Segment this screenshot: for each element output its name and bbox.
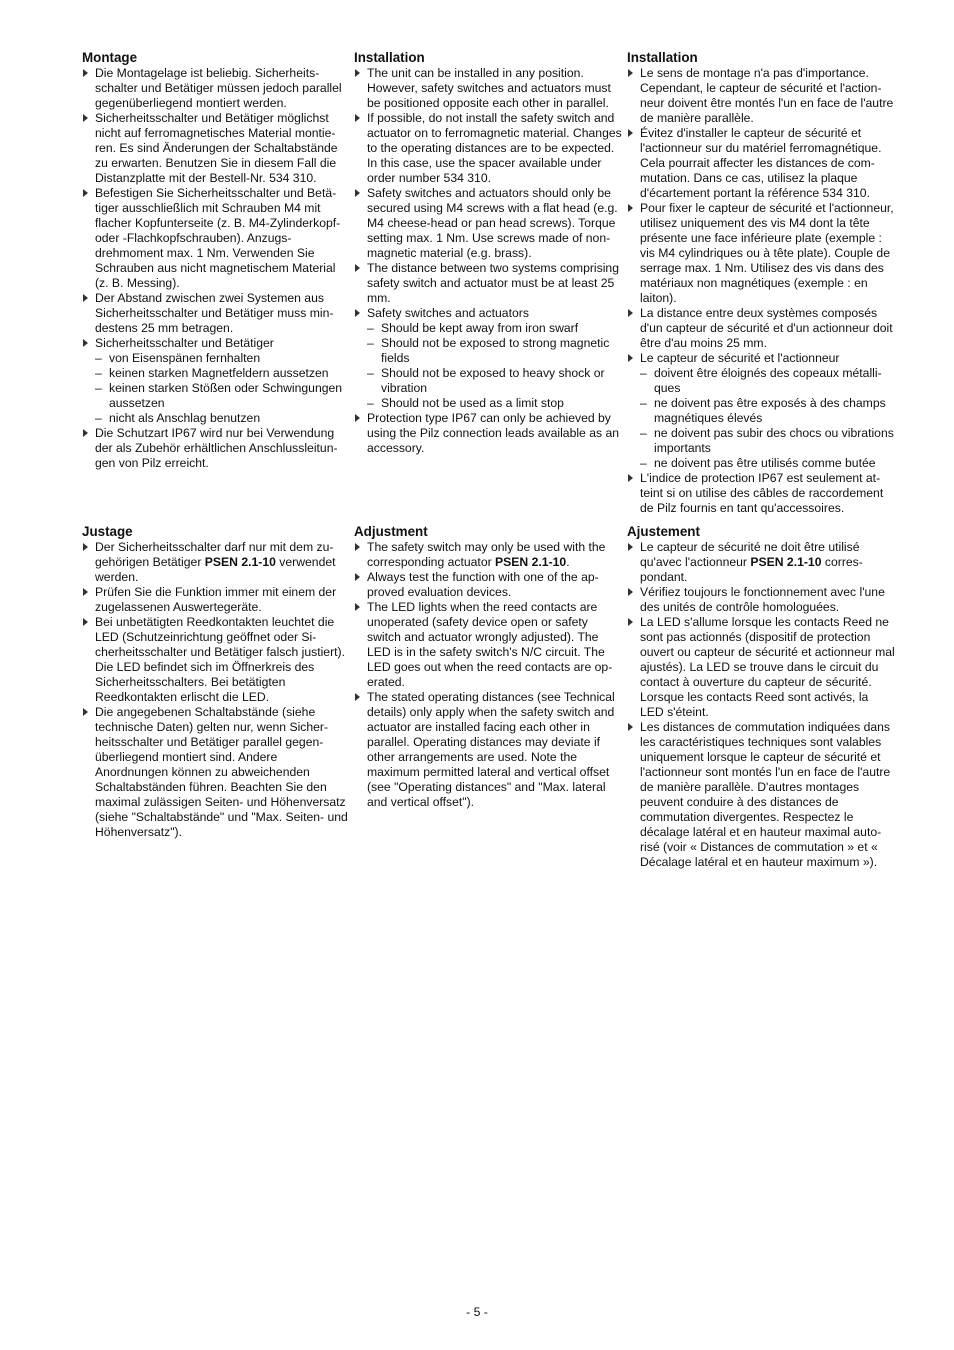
sub-list-item: – Should not be used as a limit stop — [367, 396, 564, 410]
list-item-text: Der Sicherheitsschalter darf nur mit dem zugehörigen Betätiger PSEN 2.1-10 verwendet werden. — [95, 540, 336, 584]
section-heading: Ajustement — [627, 524, 700, 539]
list-item — [82, 186, 350, 291]
list-item — [82, 426, 350, 471]
list-item-text: The unit can be installed in any position. However, safety switches and actuators must be positioned opposite each other in parallel. — [367, 66, 611, 110]
list-item-text: The LED lights when the reed contacts are unoperated (safety device open or safety switch and actuator wrongly adjusted). The LED is in the safety switch's N/C circuit. The LED goes out when the reed contacts are operated. — [367, 600, 613, 689]
bullet-triangle-icon — [628, 618, 633, 626]
list-item — [82, 585, 350, 615]
section-heading: Montage — [82, 50, 138, 65]
bullet-triangle-icon — [355, 603, 360, 611]
list-item-text: Pour fixer le capteur de sécurité et l'actionneur, utilisez uniquement des vis M4 dont la tête présente une face inférieure plate (exemple : vis M4 cylindriques ou à tête plate). Couple de serrage max. 1 Nm. Utilisez des vis dans des matériaux non magnétiques (exemple : en laiton). — [640, 201, 894, 305]
list-item — [354, 600, 622, 690]
section-installation-fr — [627, 50, 895, 516]
list-item-text: Die angegebenen Schaltabstände (siehe technische Daten) gelten nur, wenn Sicherheitsschalter und Betätiger parallel gegenüberliegend montiert sind. Andere Anordnungen können zu abweichenden Schaltabständen führen. Beachten Sie den maximal zulässigen Seiten- und Höhenversatz (siehe "Schaltabstände" und "Max. Seiten- und Höhenversatz"). — [95, 705, 348, 839]
list-item — [627, 126, 895, 201]
list-item — [354, 306, 622, 411]
list-item-text: Der Abstand zwischen zwei Systemen aus Sicherheitsschalter und Betätiger muss mindestens 25 mm betragen. — [95, 291, 334, 335]
bullet-triangle-icon — [628, 543, 633, 551]
list-item-text: Les distances de commutation indiquées dans les caractéristiques techniques sont valables uniquement lorsque le capteur de sécurité et l'actionneur sont montés l'un en face de l'autre de manière parallèle. D'autres montages peuvent conduire à des distances de commutation divergentes. Respectez le décalage latéral et en hauteur maximal autorisé (voir « Distances de commutation » et « Décalage latéral et en hauteur maximum »). — [640, 720, 891, 869]
list-item — [627, 66, 895, 126]
list-item-text: The safety switch may only be used with the corresponding actuator PSEN 2.1-10. — [367, 540, 606, 569]
list-item-text: Sicherheitsschalter und Betätiger — [95, 336, 274, 350]
bullet-triangle-icon — [83, 618, 88, 626]
list-item — [627, 540, 895, 585]
bullet-triangle-icon — [628, 309, 633, 317]
list-item — [354, 111, 622, 186]
product-name: PSEN 2.1-10 — [750, 555, 822, 569]
list-item — [627, 201, 895, 306]
list-item — [627, 585, 895, 615]
bullet-triangle-icon — [355, 114, 360, 122]
list-item-text: Always test the function with one of the approved evaluation devices. — [367, 570, 599, 599]
sub-list-item: – doivent être éloignés des copeaux métalliques — [640, 366, 882, 395]
list-item-text: La LED s'allume lorsque les contacts Reed ne sont pas actionnés (dispositif de protection ouvert ou capteur de sécurité et actionneur mal ajustés). La LED se trouve dans le circuit du contact à ouverture du capteur de sécurité. Lorsque les contacts Reed sont activés, la LED s'éteint. — [640, 615, 895, 719]
bullet-triangle-icon — [83, 189, 88, 197]
bullet-triangle-icon — [83, 69, 88, 77]
sub-list-item: – nicht als Anschlag benutzen — [95, 411, 261, 425]
list-item-text: L'indice de protection IP67 est seulement atteint si on utilise des câbles de raccordement de Pilz fournis en tant qu'accessoires. — [640, 471, 884, 515]
list-item-text: Le capteur de sécurité et l'actionneur — [640, 351, 840, 365]
dash-bullet: – — [95, 411, 102, 425]
list-item-text: Évitez d'installer le capteur de sécurité et l'actionneur sur du matériel ferromagnétique. Cela pourrait affecter les distances de commutation. Dans ce cas, utilisez la plaque d'écartement portant la référence 534 310. — [640, 126, 882, 200]
section-heading: Adjustment — [354, 524, 428, 539]
bullet-triangle-icon — [628, 474, 633, 482]
bullet-triangle-icon — [355, 69, 360, 77]
bullet-triangle-icon — [355, 543, 360, 551]
list-item — [82, 291, 350, 336]
bullet-triangle-icon — [355, 189, 360, 197]
bullet-list — [354, 540, 622, 810]
list-item — [627, 351, 895, 471]
dash-bullet: – — [640, 366, 647, 380]
bullet-triangle-icon — [355, 414, 360, 422]
sub-list-item: – Should not be exposed to strong magnetic fields — [367, 336, 610, 365]
dash-bullet: – — [367, 321, 374, 335]
sub-list-item: – Should be kept away from iron swarf — [367, 321, 579, 335]
sub-list-item: – Should not be exposed to heavy shock or vibration — [367, 366, 605, 395]
bullet-triangle-icon — [355, 693, 360, 701]
list-item-text: Befestigen Sie Sicherheitsschalter und Betätiger ausschließlich mit Schrauben M4 mit flacher Kopfunterseite (z. B. M4-Zylinderkopf- oder -Flachkopfschrauben). Anzugsdrehmoment max. 1 Nm. Verwenden Sie Schrauben aus nicht magnetischem Material (z. B. Messing). — [95, 186, 341, 290]
sub-list — [95, 351, 350, 426]
bullet-list — [354, 66, 622, 456]
list-item-text: Die Schutzart IP67 wird nur bei Verwendung der als Zubehör erhältlichen Anschlussleitungen von Pilz erreicht. — [95, 426, 338, 470]
list-item-text: The stated operating distances (see Technical details) only apply when the safety switch and actuator are installed facing each other in parallel. Operating distances may deviate if other arrangements are used. Note the maximum permitted lateral and vertical offset (see "Operating distances" and "Max. lateral and vertical offset"). — [367, 690, 615, 809]
list-item-text: Safety switches and actuators — [367, 306, 529, 320]
dash-bullet: – — [95, 351, 102, 365]
dash-bullet: – — [640, 456, 647, 470]
dash-bullet: – — [367, 396, 374, 410]
section-adjustment — [354, 524, 622, 810]
dash-bullet: – — [640, 396, 647, 410]
list-item — [627, 471, 895, 516]
list-item — [82, 705, 350, 840]
dash-bullet: – — [95, 381, 102, 395]
list-item — [627, 306, 895, 351]
bullet-triangle-icon — [628, 69, 633, 77]
sub-list — [367, 321, 622, 411]
list-item — [354, 690, 622, 810]
sub-list-item: – keinen starken Magnetfeldern aussetzen — [95, 366, 329, 380]
sub-list-item: – keinen starken Stößen oder Schwingungen aussetzen — [95, 381, 343, 410]
bullet-triangle-icon — [83, 429, 88, 437]
bullet-list — [627, 66, 895, 516]
bullet-triangle-icon — [355, 573, 360, 581]
list-item — [354, 261, 622, 306]
section-ajustement — [627, 524, 895, 870]
list-item-text: Le capteur de sécurité ne doit être utilisé qu'avec l'actionneur PSEN 2.1-10 correspondant. — [640, 540, 863, 584]
bullet-triangle-icon — [628, 723, 633, 731]
list-item-text: If possible, do not install the safety switch and actuator on to ferromagnetic material. Changes to the operating distances are to be expected. In this case, use the spacer available under order number 534 310. — [367, 111, 622, 185]
list-item-text: Vérifiez toujours le fonctionnement avec l'une des unités de contrôle homologuées. — [640, 585, 885, 614]
dash-bullet: – — [640, 426, 647, 440]
list-item-text: Le sens de montage n'a pas d'importance. Cependant, le capteur de sécurité et l'actionneur doivent être montés l'un en face de l'autre de manière parallèle. — [640, 66, 894, 125]
sub-list-item: – von Eisenspänen fernhalten — [95, 351, 261, 365]
sub-list-item: – ne doivent pas être utilisés comme butée — [640, 456, 876, 470]
list-item-text: Prüfen Sie die Funktion immer mit einem der zugelassenen Auswertegeräte. — [95, 585, 337, 614]
list-item-text: La distance entre deux systèmes composés d'un capteur de sécurité et d'un actionneur doit être d'au moins 25 mm. — [640, 306, 893, 350]
bullet-triangle-icon — [83, 114, 88, 122]
bullet-triangle-icon — [355, 309, 360, 317]
bullet-list — [82, 540, 350, 840]
list-item-text: Die Montagelage ist beliebig. Sicherheitsschalter und Betätiger müssen jedoch parallel gegenüberliegend montiert werden. — [95, 66, 342, 110]
list-item — [82, 540, 350, 585]
section-montage — [82, 50, 350, 471]
dash-bullet: – — [367, 366, 374, 380]
list-item — [354, 540, 622, 570]
bullet-list — [627, 540, 895, 870]
bullet-triangle-icon — [83, 543, 88, 551]
sub-list — [640, 366, 895, 471]
bullet-triangle-icon — [355, 264, 360, 272]
bullet-triangle-icon — [83, 708, 88, 716]
list-item — [354, 570, 622, 600]
dash-bullet: – — [367, 336, 374, 350]
bullet-triangle-icon — [83, 588, 88, 596]
section-installation-en — [354, 50, 622, 456]
list-item — [82, 336, 350, 426]
list-item — [82, 66, 350, 111]
list-item — [627, 615, 895, 720]
list-item — [354, 186, 622, 261]
list-item — [354, 66, 622, 111]
list-item-text: Sicherheitsschalter und Betätiger möglichst nicht auf ferromagnetisches Material montieren. Es sind Änderungen der Schaltabstände zu erwarten. Benutzen Sie in diesem Fall die Distanzplatte mit der Bestell-Nr. 534 310. — [95, 111, 338, 185]
bullet-triangle-icon — [83, 339, 88, 347]
sub-list-item: – ne doivent pas être exposés à des champs magnétiques élevés — [640, 396, 886, 425]
dash-bullet: – — [95, 366, 102, 380]
list-item-text: Safety switches and actuators should only be secured using M4 screws with a flat head (e.g. M4 cheese-head or pan head screws). Torque setting max. 1 Nm. Use screws made of non-magnetic material (e.g. brass). — [367, 186, 618, 260]
page-number: - 5 - — [466, 1305, 488, 1319]
section-heading: Installation — [354, 50, 425, 65]
product-name: PSEN 2.1-10 — [204, 555, 276, 569]
bullet-triangle-icon — [83, 294, 88, 302]
list-item — [627, 720, 895, 870]
product-name: PSEN 2.1-10 — [495, 555, 567, 569]
list-item — [354, 411, 622, 456]
list-item-text: Protection type IP67 can only be achieved by using the Pilz connection leads available as an accessory. — [367, 411, 620, 455]
list-item-text: The distance between two systems comprising safety switch and actuator must be at least 25 mm. — [367, 261, 619, 305]
bullet-triangle-icon — [628, 354, 633, 362]
list-item-text: Bei unbetätigten Reedkontakten leuchtet die LED (Schutzeinrichtung geöffnet oder Sicherheitsschalter und Betätiger falsch justiert). Die LED befindet sich im Öffnerkreis des Sicherheitsschalters. Bei betätigten Reedkontakten erlischt die LED. — [95, 615, 345, 704]
bullet-list — [82, 66, 350, 471]
section-heading: Installation — [627, 50, 698, 65]
section-heading: Justage — [82, 524, 133, 539]
bullet-triangle-icon — [628, 129, 633, 137]
bullet-triangle-icon — [628, 588, 633, 596]
section-justage — [82, 524, 350, 840]
bullet-triangle-icon — [628, 204, 633, 212]
sub-list-item: – ne doivent pas subir des chocs ou vibrations importants — [640, 426, 894, 455]
list-item — [82, 615, 350, 705]
list-item — [82, 111, 350, 186]
